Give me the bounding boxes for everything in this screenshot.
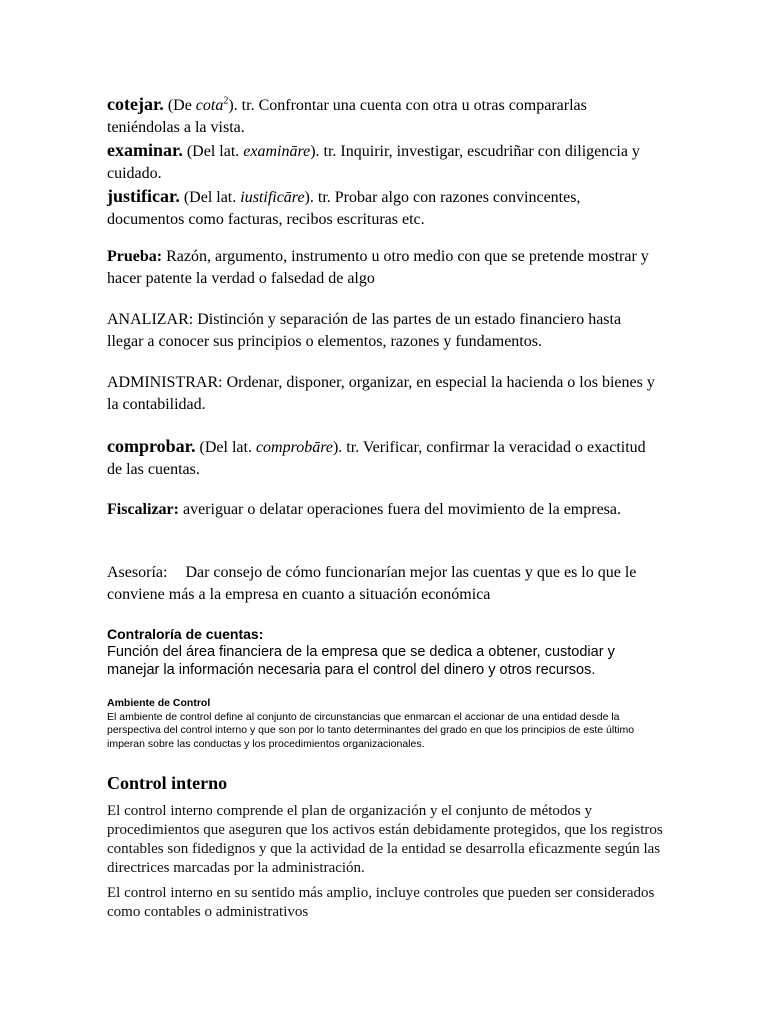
- control-interno-title: Control interno: [107, 773, 228, 793]
- contraloria-heading: Contraloría de cuentas:: [107, 626, 264, 642]
- headword-examinar: examinar.: [107, 140, 183, 160]
- entry-asesoria: Asesoría: Dar consejo de cómo funcionarían mejor las cuentas y que es lo que le conviene más a la empresa en cuanto a situación económica: [107, 564, 637, 603]
- headword-fiscalizar: Fiscalizar:: [107, 501, 179, 518]
- etymology-justificar: iustificāre: [240, 189, 305, 206]
- etymology-cotejar: cota: [195, 97, 224, 114]
- headword-justificar: justificar.: [107, 186, 180, 206]
- control-interno-paragraph-1: El control interno comprende el plan de organización y el conjunto de métodos y procedimientos que aseguren que los activos están debidamente protegidos, que los registros contables son fidedignos y que la actividad de la entidad se desarrolla eficazmente según las directrices marcadas por la administración.: [107, 803, 663, 876]
- entry-administrar: ADMINISTRAR: Ordenar, disponer, organizar, en especial la hacienda o los bienes y la contabilidad.: [107, 374, 655, 413]
- entry-analizar: ANALIZAR: Distinción y separación de las partes de un estado financiero hasta llegar a conocer sus principios o elementos, razones y fundamentos.: [107, 311, 622, 350]
- headword-prueba: Prueba:: [107, 248, 163, 265]
- contraloria-text: Función del área financiera de la empresa que se dedica a obtener, custodiar y manejar la información necesaria para el control del dinero y otros recursos.: [107, 644, 615, 678]
- control-interno-body: [107, 802, 667, 922]
- headword-comprobar: comprobar.: [107, 436, 196, 456]
- entry-justificar: justificar. (Del lat. iustificāre). tr. Probar algo con razones convincentes, documentos como facturas, recibos escrituras etc.: [107, 186, 581, 228]
- entry-cotejar: cotejar. (De cota$^2$). tr. Confrontar una cuenta con otra u otras compararlas teniéndolas a la vista.: [107, 94, 587, 136]
- ambiente-heading: Ambiente de Control: [107, 697, 211, 709]
- entry-examinar: examinar. (Del lat. examināre). tr. Inquirir, investigar, escudriñar con diligencia y cuidado.: [107, 140, 640, 182]
- ambiente-section: [107, 697, 662, 751]
- contraloria-section: [107, 625, 657, 679]
- etymology-examinar: examināre: [243, 143, 311, 160]
- control-interno-paragraph-2: El control interno en su sentido más amplio, incluye controles que pueden ser considerados como contables o administrativos: [107, 885, 655, 920]
- headword-asesoria: Asesoría:: [107, 564, 168, 581]
- headword-cotejar: cotejar.: [107, 94, 164, 114]
- entry-fiscalizar: Fiscalizar: averiguar o delatar operaciones fuera del movimiento de la empresa.: [107, 501, 621, 518]
- etymology-comprobar: comprobāre: [255, 439, 333, 456]
- entry-prueba: Prueba: Razón, argumento, instrumento u otro medio con que se pretende mostrar y hacer patente la verdad o falsedad de algo: [107, 248, 649, 287]
- ambiente-text: El ambiente de control define al conjunto de circunstancias que enmarcan el accionar de una entidad desde la perspectiva del control interno y que son por lo tanto determinantes del grado en que los principios de este último imperan sobre las conductas y los procedimientos organizacionales.: [107, 710, 635, 750]
- dictionary-entries: [107, 93, 657, 231]
- entry-comprobar: comprobar. (Del lat. comprobāre). tr. Verificar, confirmar la veracidad o exactitud de las cuentas.: [107, 436, 646, 478]
